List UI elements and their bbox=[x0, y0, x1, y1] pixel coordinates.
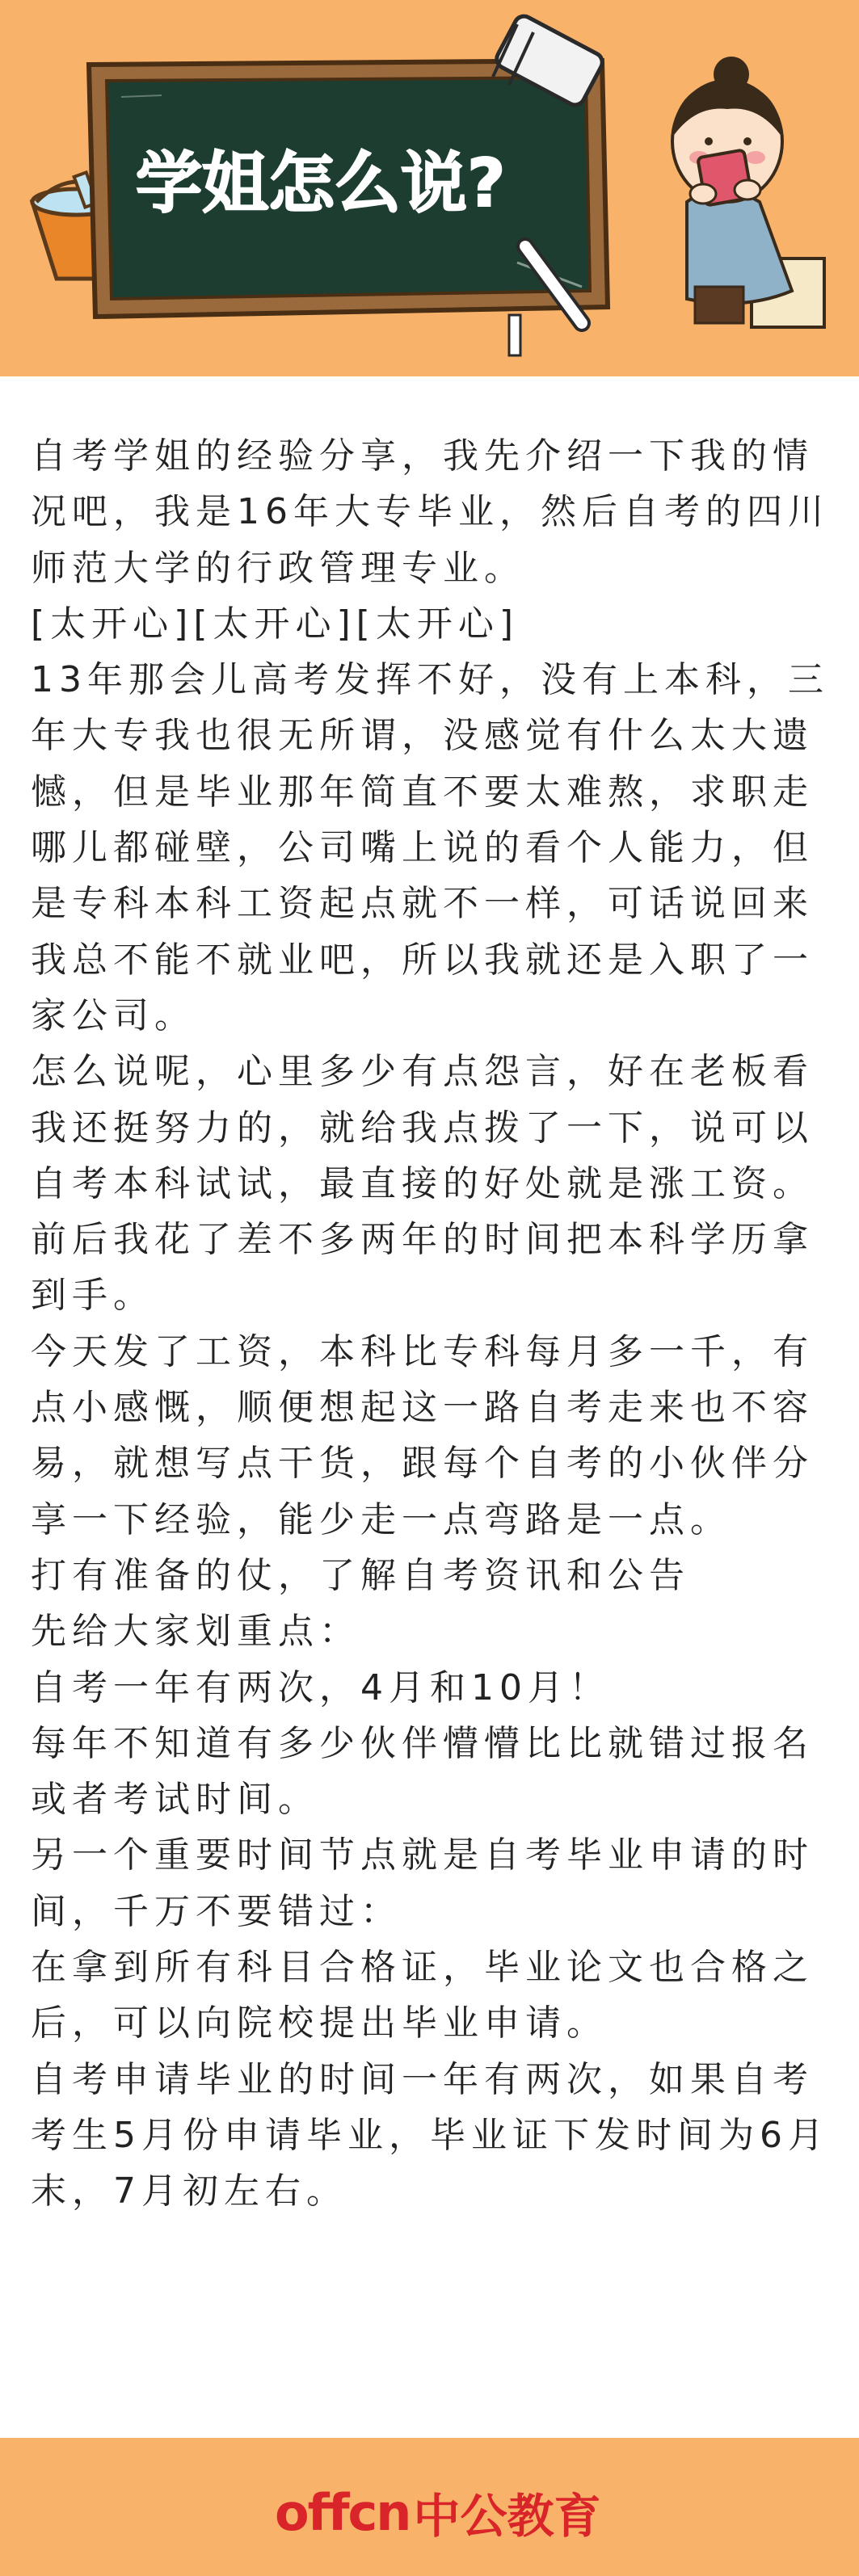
article-paragraph: 13年那会儿高考发挥不好，没有上本科，三年大专我也很无所谓，没感觉有什么太大遗憾，但是毕业那年简直不要太难熬，求职走哪儿都碰壁，公司嘴上说的看个人能力，但是专科本科工资起点就不一样，可话说回来我总不能不就业吧，所以我就还是入职了一家公司。 bbox=[31, 659, 829, 1036]
header-title: 学姐怎么说? bbox=[136, 145, 506, 222]
article-paragraph: 今天发了工资，本科比专科每月多一千，有点小感慨，顺便想起这一路自考走来也不容易，就想写点干货，跟每个自考的小伙伴分享一下经验，能少走一点弯路是一点。 bbox=[31, 1330, 814, 1540]
article-body bbox=[31, 428, 831, 2220]
article-paragraph: 在拿到所有科目合格证，毕业论文也合格之后，可以向院校提出毕业申请。 bbox=[31, 1947, 814, 2044]
article-paragraph: 前后我花了差不多两年的时间把本科学历拿到手。 bbox=[31, 1219, 814, 1317]
logo-cn-text: 中公教育 bbox=[413, 2489, 601, 2544]
article-paragraph: 自考学姐的经验分享，我先介绍一下我的情况吧，我是16年大专毕业，然后自考的四川师范大学的行政管理专业。 bbox=[31, 435, 829, 589]
article-paragraph: 先给大家划重点： bbox=[31, 1611, 360, 1653]
article-paragraph: 自考一年有两次，4月和10月！ bbox=[31, 1666, 610, 1708]
girl-character-icon bbox=[672, 57, 824, 327]
logo-en-text: offcn bbox=[275, 2482, 411, 2542]
article-paragraph: 打有准备的仗，了解自考资讯和公告 bbox=[31, 1554, 690, 1596]
offcn-logo bbox=[275, 2482, 601, 2544]
header-illustration bbox=[0, 0, 859, 376]
article-paragraph: 怎么说呢，心里多少有点怨言，好在老板看我还挺努力的，就给我点拨了一下，说可以自考本科试试，最直接的好处就是涨工资。 bbox=[31, 1051, 814, 1204]
header-banner bbox=[0, 0, 859, 376]
article-paragraph: 自考申请毕业的时间一年有两次，如果自考考生5月份申请毕业，毕业证下发时间为6月末，7月初左右。 bbox=[31, 2058, 829, 2213]
article-paragraph: 另一个重要时间节点就是自考毕业申请的时间，千万不要错过： bbox=[31, 1834, 814, 1932]
article-paragraph: [太开心][太开心][太开心] bbox=[31, 603, 519, 645]
article-paragraph: 每年不知道有多少伙伴懵懵比比就错过报名或者考试时间。 bbox=[31, 1722, 814, 1821]
